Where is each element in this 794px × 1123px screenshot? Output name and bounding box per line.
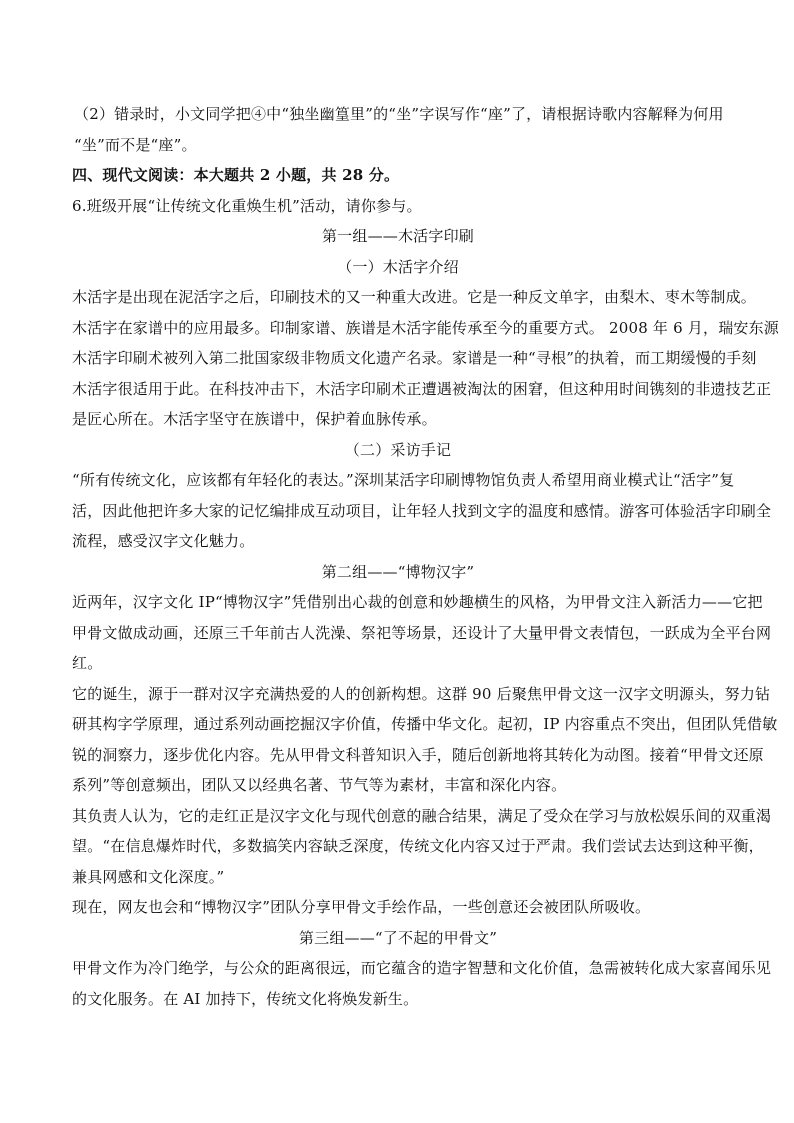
paragraph-line: 木活字是出现在泥活字之后，印刷技术的又一种重大改进。它是一种反文单字，由梨木、枣木等制成。 — [72, 288, 757, 306]
group-1-title: 第一组——木活字印刷 — [321, 227, 474, 245]
paragraph-line: 锐的洞察力，逐步优化内容。先从甲骨文科普知识入手，随后创新地将其转化为动图。接着“甲骨文还原 — [72, 745, 764, 764]
question-2-line-1: （2）错录时，小文同学把④中“独坐幽篁里”的“坐”字误写作“座”了，请根据诗歌内容解释为何用 — [74, 105, 724, 123]
paragraph-line: 其负责人认为，它的走红正是汉字文化与现代创意的融合结果，满足了受众在学习与放松娱乐间的双重渴 — [72, 806, 772, 825]
group-3-title: 第三组——“了不起的甲骨文” — [298, 928, 498, 947]
paragraph-line: 甲骨文做成动画，还原三千年前古人洗澡、祭祀等场景，还设计了大量甲骨文表情包，一跃成为全平台网 — [72, 623, 772, 642]
group-1-subsection-1-title: （一）木活字介绍 — [337, 257, 459, 276]
paragraph-line: 木活字很适用于此。在科技冲击下，木活字印刷术正遭遇被淘汰的困窘，但这种用时间镌刻的非遗技艺正 — [72, 379, 772, 398]
paragraph-line: 红。 — [72, 654, 103, 672]
paragraph-line: 研其构字学原理，通过系列动画挖掘汉字价值，传播中华文化。起初，IP 内容重点不突出，但团队凭借敏 — [72, 715, 778, 733]
paragraph-line: 的文化服务。在 AI 加持下，传统文化将焕发新生。 — [72, 989, 419, 1008]
group-2-title: 第二组——“博物汉字” — [321, 562, 475, 581]
paragraph-line: 甲骨文作为冷门绝学，与公众的距离很远，而它蕴含的造字智慧和文化价值，急需被转化成大家喜闻乐见 — [72, 959, 772, 977]
document-page — [72, 99, 779, 1014]
paragraph-line: 望。“在信息爆炸时代，多数搞笑内容缺乏深度，传统文化内容又过于严肃。我们尝试去达到这种平衡， — [72, 837, 764, 855]
paragraph-line: 系列”等创意频出，团队又以经典名著、节气等为素材，丰富和深化内容。 — [72, 776, 567, 794]
paragraph-line: 它的诞生，源于一群对汉字充满热爱的人的创新构想。这群 90 后聚焦甲骨文这一汉字文明源头，努力钻 — [72, 684, 771, 703]
paragraph-line: 木活字印刷术被列入第二批国家级非物质文化遗产名录。家谱是一种“寻根”的执着，而工期缓慢的手刻 — [72, 349, 757, 367]
paragraph-line: 木活字在家谱中的应用最多。印制家谱、族谱是木活字能传承至今的重要方式。 2008 年 6 月，瑞安东源 — [72, 318, 779, 337]
question-2-line-2: “坐”而不是“座”。 — [74, 135, 197, 154]
paragraph-line: 流程，感受汉字文化魅力。 — [72, 532, 255, 550]
paragraph-line: 是匠心所在。木活字坚守在族谱中，保护着血脉传承。 — [72, 410, 437, 428]
paragraph-line: 活，因此他把许多大家的记忆编排成互动项目，让年轻人找到文字的温度和感情。游客可体验活字印刷全 — [72, 501, 772, 520]
paragraph-line: 兼具网感和文化深度。” — [72, 867, 225, 886]
paragraph-line: “所有传统文化，应该都有年轻化的表达。”深圳某活字印刷博物馆负责人希望用商业模式让“活字”复 — [72, 471, 735, 489]
question-6-intro: 6.班级开展“让传统文化重焕生机”活动，请你参与。 — [72, 196, 422, 215]
paragraph-line: 近两年，汉字文化 IP“博物汉字”凭借别出心裁的创意和妙趣横生的风格，为甲骨文注入新活力——它把 — [72, 593, 763, 611]
paragraph-line: 现在，网友也会和“博物汉字”团队分享甲骨文手绘作品，一些创意还会被团队所吸收。 — [72, 898, 651, 916]
section-heading: 四、现代文阅读：本大题共 2 小题，共 28 分。 — [72, 166, 400, 184]
group-1-subsection-2-title: （二）采访手记 — [344, 440, 452, 459]
